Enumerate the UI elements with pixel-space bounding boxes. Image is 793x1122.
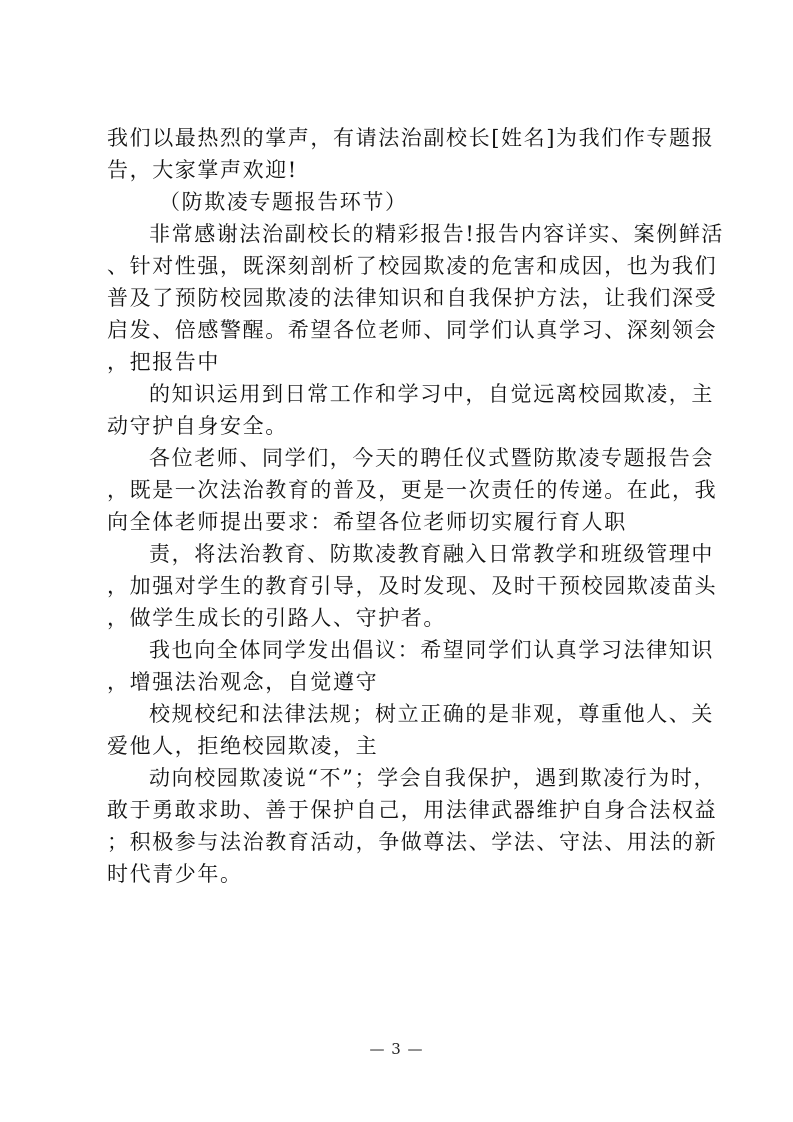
text-line: 责，将法治教育、防欺凌教育融入日常教学和班级管理中 [149, 542, 714, 566]
text-line: ，既是一次法治教育的普及，更是一次责任的传递。在此，我 [107, 478, 718, 502]
text-line: ，把报告中 [107, 350, 220, 374]
text-line: 校规校纪和法律法规；树立正确的是非观，尊重他人、关 [149, 702, 714, 726]
text-line: ，增强法治观念，自觉遵守 [107, 670, 379, 694]
text-line: 我们以最热烈的掌声，有请法治副校长[姓名]为我们作专题报 [107, 126, 715, 150]
document-body [107, 122, 725, 890]
text-line: 爱他人，拒绝校园欺凌，主 [107, 734, 379, 758]
text-line: （防欺凌专题报告环节） [159, 190, 408, 214]
text-line: 向全体老师提出要求：希望各位老师切实履行育人职 [107, 510, 627, 534]
text-line: 敢于勇敢求助、善于保护自己，用法律武器维护自身合法权益 [107, 798, 718, 822]
text-line: 普及了预防校园欺凌的法律知识和自我保护方法，让我们深受 [107, 286, 718, 310]
text-line: 非常感谢法治副校长的精彩报告!报告内容详实、案例鲜活 [149, 222, 725, 246]
text-line: 动向校园欺凌说“不”；学会自我保护，遇到欺凌行为时， [149, 766, 717, 790]
text-line: 各位老师、同学们，今天的聘任仪式暨防欺凌专题报告会 [149, 446, 714, 470]
text-line: ；积极参与法治教育活动，争做尊法、学法、守法、用法的新 [107, 830, 718, 854]
text-line: ，加强对学生的教育引导，及时发现、及时干预校园欺凌苗头 [107, 574, 718, 598]
text-line: ，做学生成长的引路人、守护者。 [107, 606, 446, 630]
text-line: 动守护自身安全。 [107, 414, 288, 438]
text-line: 、针对性强，既深刻剖析了校园欺凌的危害和成因，也为我们 [107, 254, 718, 278]
text-line: 启发、倍感警醒。希望各位老师、同学们认真学习、深刻领会 [107, 318, 718, 342]
text-line: 的知识运用到日常工作和学习中，自觉远离校园欺凌，主 [149, 382, 714, 406]
text-line: 时代青少年。 [107, 862, 243, 886]
text-line: 我也向全体同学发出倡议：希望同学们认真学习法律知识 [149, 638, 714, 662]
text-line: 告，大家掌声欢迎! [107, 158, 298, 182]
page-number: — 3 — [369, 1040, 424, 1058]
